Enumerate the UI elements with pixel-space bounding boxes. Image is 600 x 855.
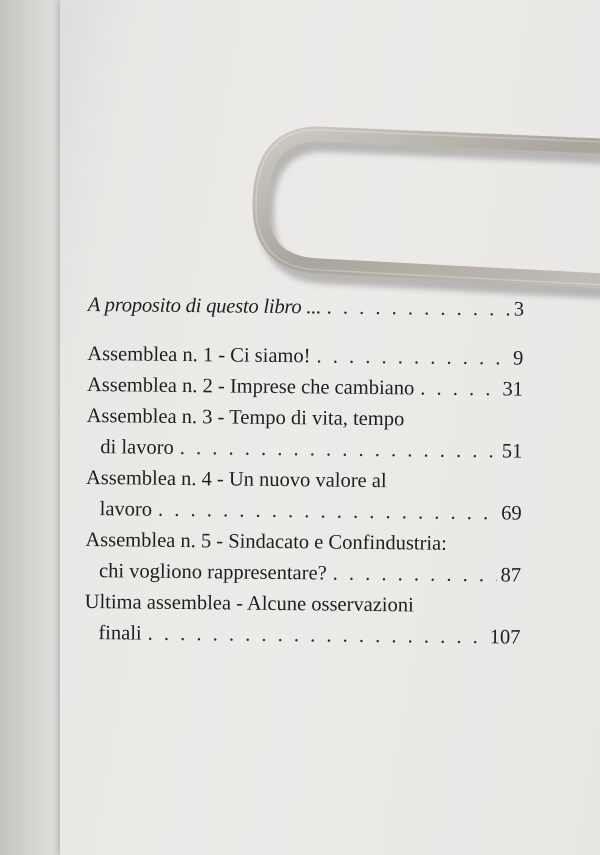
toc-entry-title: Assemblea n. 1 - Ci siamo! — [87, 342, 311, 368]
toc-page-number: 87 — [500, 564, 522, 587]
toc-page-number: 69 — [501, 502, 522, 525]
leader-dots — [333, 559, 497, 592]
toc-entry-2 — [87, 370, 523, 406]
toc-entry-title: A proposito di questo libro ... — [87, 293, 322, 319]
toc-entry-title-continued: finali — [98, 622, 142, 645]
leader-dots — [420, 373, 499, 405]
toc-entry-title: Assemblea n. 4 - Un nuovo valore al — [85, 466, 387, 493]
toc-entry-4 — [86, 463, 523, 530]
toc-entry-title: Assemblea n. 3 - Tempo di vita, tempo — [86, 404, 405, 431]
toc-entry-6 — [84, 587, 521, 654]
leader-dots — [158, 495, 497, 530]
leader-dots — [148, 619, 486, 654]
toc-page-number: 9 — [512, 347, 524, 370]
toc-entry-intro — [88, 290, 524, 326]
toc-entry-title: Ultima assemblea - Alcune osservazioni — [84, 590, 414, 617]
toc-page-number: 3 — [513, 298, 524, 321]
toc-entry-3 — [86, 401, 523, 468]
toc-page-number: 31 — [502, 378, 524, 401]
toc-entry-1 — [87, 339, 523, 375]
toc-page-number: 51 — [501, 440, 523, 463]
toc-entry-title-continued: lavoro — [99, 498, 153, 521]
toc-entry-title: Assemblea n. 5 - Sindacato e Confindustria: — [85, 528, 448, 555]
leader-dots — [327, 293, 510, 326]
toc-entry-title-continued: di lavoro — [100, 436, 174, 459]
previous-page-edge — [0, 0, 62, 855]
toc-page-number: 107 — [489, 626, 521, 649]
leader-dots — [180, 433, 498, 467]
leader-dots — [316, 341, 509, 374]
toc-entry-title-continued: chi vogliono rappresentare? — [98, 560, 327, 585]
toc-entry-title: Assemblea n. 2 - Imprese che cambiano — [86, 373, 415, 400]
table-of-contents — [84, 290, 524, 654]
toc-entry-5 — [85, 525, 522, 592]
